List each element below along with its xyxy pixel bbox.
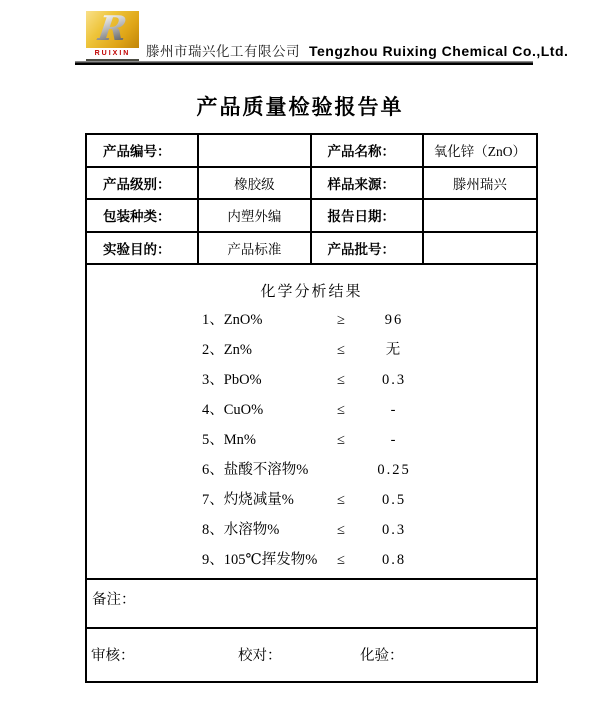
label-batch-number: 产品批号： [327,241,395,257]
analysis-row [87,515,536,545]
analysis-value: 0.3 [381,522,407,538]
label-product-name: 产品名称： [327,144,395,160]
analysis-row [87,425,536,455]
analysis-relation: ≥ [337,312,345,328]
logo-gold-square [86,8,139,49]
analysis-item-name: 7、灼烧减量% [202,492,294,508]
analysis-item-name: 2、Zn% [202,342,252,358]
value-product-grade: 橡胶级 [199,168,311,201]
review-label: 审核： [91,648,135,664]
value-product-name: 氧化锌（ZnO） [424,135,536,168]
analysis-relation: ≤ [337,402,345,418]
signature-row [87,629,536,681]
analysis-item-name: 6、盐酸不溶物% [202,462,309,478]
info-cell [87,135,199,168]
remarks-label: 备注： [92,592,136,608]
remarks-row [87,580,536,629]
label-report-date: 报告日期： [327,209,395,225]
analysis-row [87,545,536,575]
company-name-cn: 滕州市瑞兴化工有限公司 [146,44,300,59]
info-cell [312,135,424,168]
analysis-value: 0.8 [381,552,407,568]
analysis-row [87,455,536,485]
analysis-value: 0.5 [381,492,407,508]
label-product-code: 产品编号： [103,144,171,160]
analysis-value: 0.3 [381,372,407,388]
company-logo [86,8,139,61]
analysis-list [87,305,536,575]
company-names [146,40,568,60]
analysis-value: 0.25 [377,462,411,478]
info-cell [312,233,424,266]
value-batch-number [424,233,536,266]
analysis-item-name: 5、Mn% [202,432,256,448]
value-report-date [424,200,536,233]
analysis-row [87,395,536,425]
assay-label: 化验： [360,648,404,664]
value-sample-source: 滕州瑞兴 [424,168,536,201]
info-cell [312,168,424,201]
analysis-value: - [390,402,398,418]
label-sample-source: 样品来源： [327,176,395,192]
analysis-value: 96 [384,312,404,328]
analysis-row [87,305,536,335]
analysis-value: - [390,432,398,448]
analysis-item-name: 1、ZnO% [202,312,263,328]
info-cell [87,233,199,266]
analysis-relation [322,455,360,485]
value-test-purpose: 产品标准 [199,233,311,266]
analysis-row [87,485,536,515]
analysis-row [87,335,536,365]
label-package-type: 包装种类： [103,209,171,225]
analysis-item-name: 4、CuO% [202,402,264,418]
report-table [85,133,538,683]
value-package-type: 内塑外编 [199,200,311,233]
analysis-item-name: 3、PbO% [202,372,262,388]
report-title: 产品质量检验报告单 [196,96,404,119]
info-cell [87,200,199,233]
logo-brand-band [86,48,139,59]
logo-r-mark: R [95,8,130,49]
analysis-relation: ≤ [337,372,345,388]
analysis-item-name: 9、105℃挥发物% [202,552,318,568]
info-cell [87,168,199,201]
header-divider-rule [75,61,533,65]
analysis-value: 无 [385,342,403,358]
info-cell [312,200,424,233]
logo-brand-text: RUIXIN [94,50,131,57]
analysis-relation: ≤ [337,432,345,448]
analysis-relation: ≤ [337,342,345,358]
label-product-grade: 产品级别： [103,176,171,192]
info-grid [87,135,536,265]
analysis-relation: ≤ [337,492,345,508]
analysis-relation: ≤ [337,522,345,538]
analysis-heading: 化学分析结果 [260,284,363,300]
label-test-purpose: 实验目的： [103,241,171,257]
proofread-label: 校对： [238,648,282,664]
analysis-row [87,365,536,395]
value-product-code [199,135,311,168]
chemical-analysis-section [87,265,536,580]
analysis-item-name: 8、水溶物% [202,522,280,538]
analysis-relation: ≤ [337,552,345,568]
company-name-en: Tengzhou Ruixing Chemical Co.,Ltd. [309,43,569,59]
